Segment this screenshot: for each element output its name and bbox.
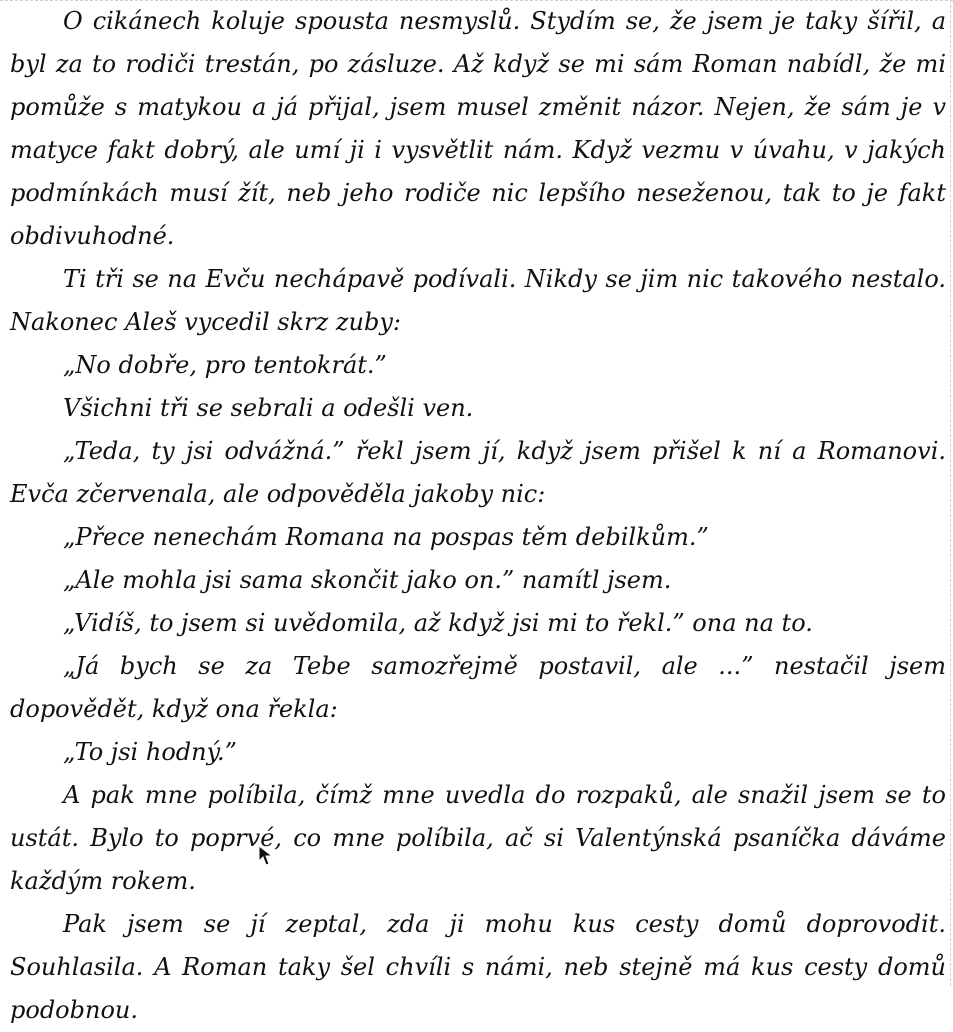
page-right-boundary	[950, 0, 951, 986]
mouse-pointer-icon	[258, 845, 274, 867]
paragraph[interactable]: O cikánech koluje spousta nesmyslů. Stydím se, že jsem je taky šířil, a byl za to rodiči trestán, po zásluze. Až když se mi sám Roman nabídl, že mi pomůže s matykou a já přijal, jsem musel změnit názor. Nejen, že sám je v matyce fakt dobrý, ale umí ji i vysvětlit nám. Když vezmu v úvahu, v jakých podmínkách musí žít, neb jeho rodiče nic lepšího neseženou, tak to je fakt obdivuhodné.	[10, 7, 946, 250]
paragraph[interactable]: „Přece nenechám Romana na pospas těm debilkům.”	[63, 523, 709, 551]
paragraph[interactable]: „Vidíš, to jsem si uvědomila, až když jsi mi to řekl.” ona na to.	[63, 609, 813, 637]
paragraph[interactable]: „Já bych se za Tebe samozřejmě postavil, ale ...” nestačil jsem dopovědět, když ona řekla:	[10, 652, 946, 723]
paragraph[interactable]: „Ale mohla jsi sama skončit jako on.” namítl jsem.	[63, 566, 672, 594]
paragraph[interactable]: „No dobře, pro tentokrát.”	[63, 351, 387, 379]
document-body[interactable]	[10, 0, 946, 1032]
paragraph[interactable]: Pak jsem se jí zeptal, zda ji mohu kus cesty domů doprovodit. Souhlasila. A Roman taky šel chvíli s námi, neb stejně má kus cesty domů podobnou.	[10, 910, 946, 1024]
paragraph[interactable]: „To jsi hodný.”	[63, 738, 237, 766]
paragraph[interactable]: Ti tři se na Evču nechápavě podívali. Nikdy se jim nic takového nestalo. Nakonec Aleš vycedil skrz zuby:	[10, 265, 946, 336]
paragraph[interactable]: „Teda, ty jsi odvážná.” řekl jsem jí, když jsem přišel k ní a Romanovi. Evča zčervenala, ale odpověděla jakoby nic:	[10, 437, 946, 508]
paragraph[interactable]: Všichni tři se sebrali a odešli ven.	[63, 394, 474, 422]
paragraph[interactable]: A pak mne políbila, čímž mne uvedla do rozpaků, ale snažil jsem se to ustát. Bylo to poprvé, co mne políbila, ač si Valentýnská psaníčka dáváme každým rokem.	[10, 781, 946, 895]
